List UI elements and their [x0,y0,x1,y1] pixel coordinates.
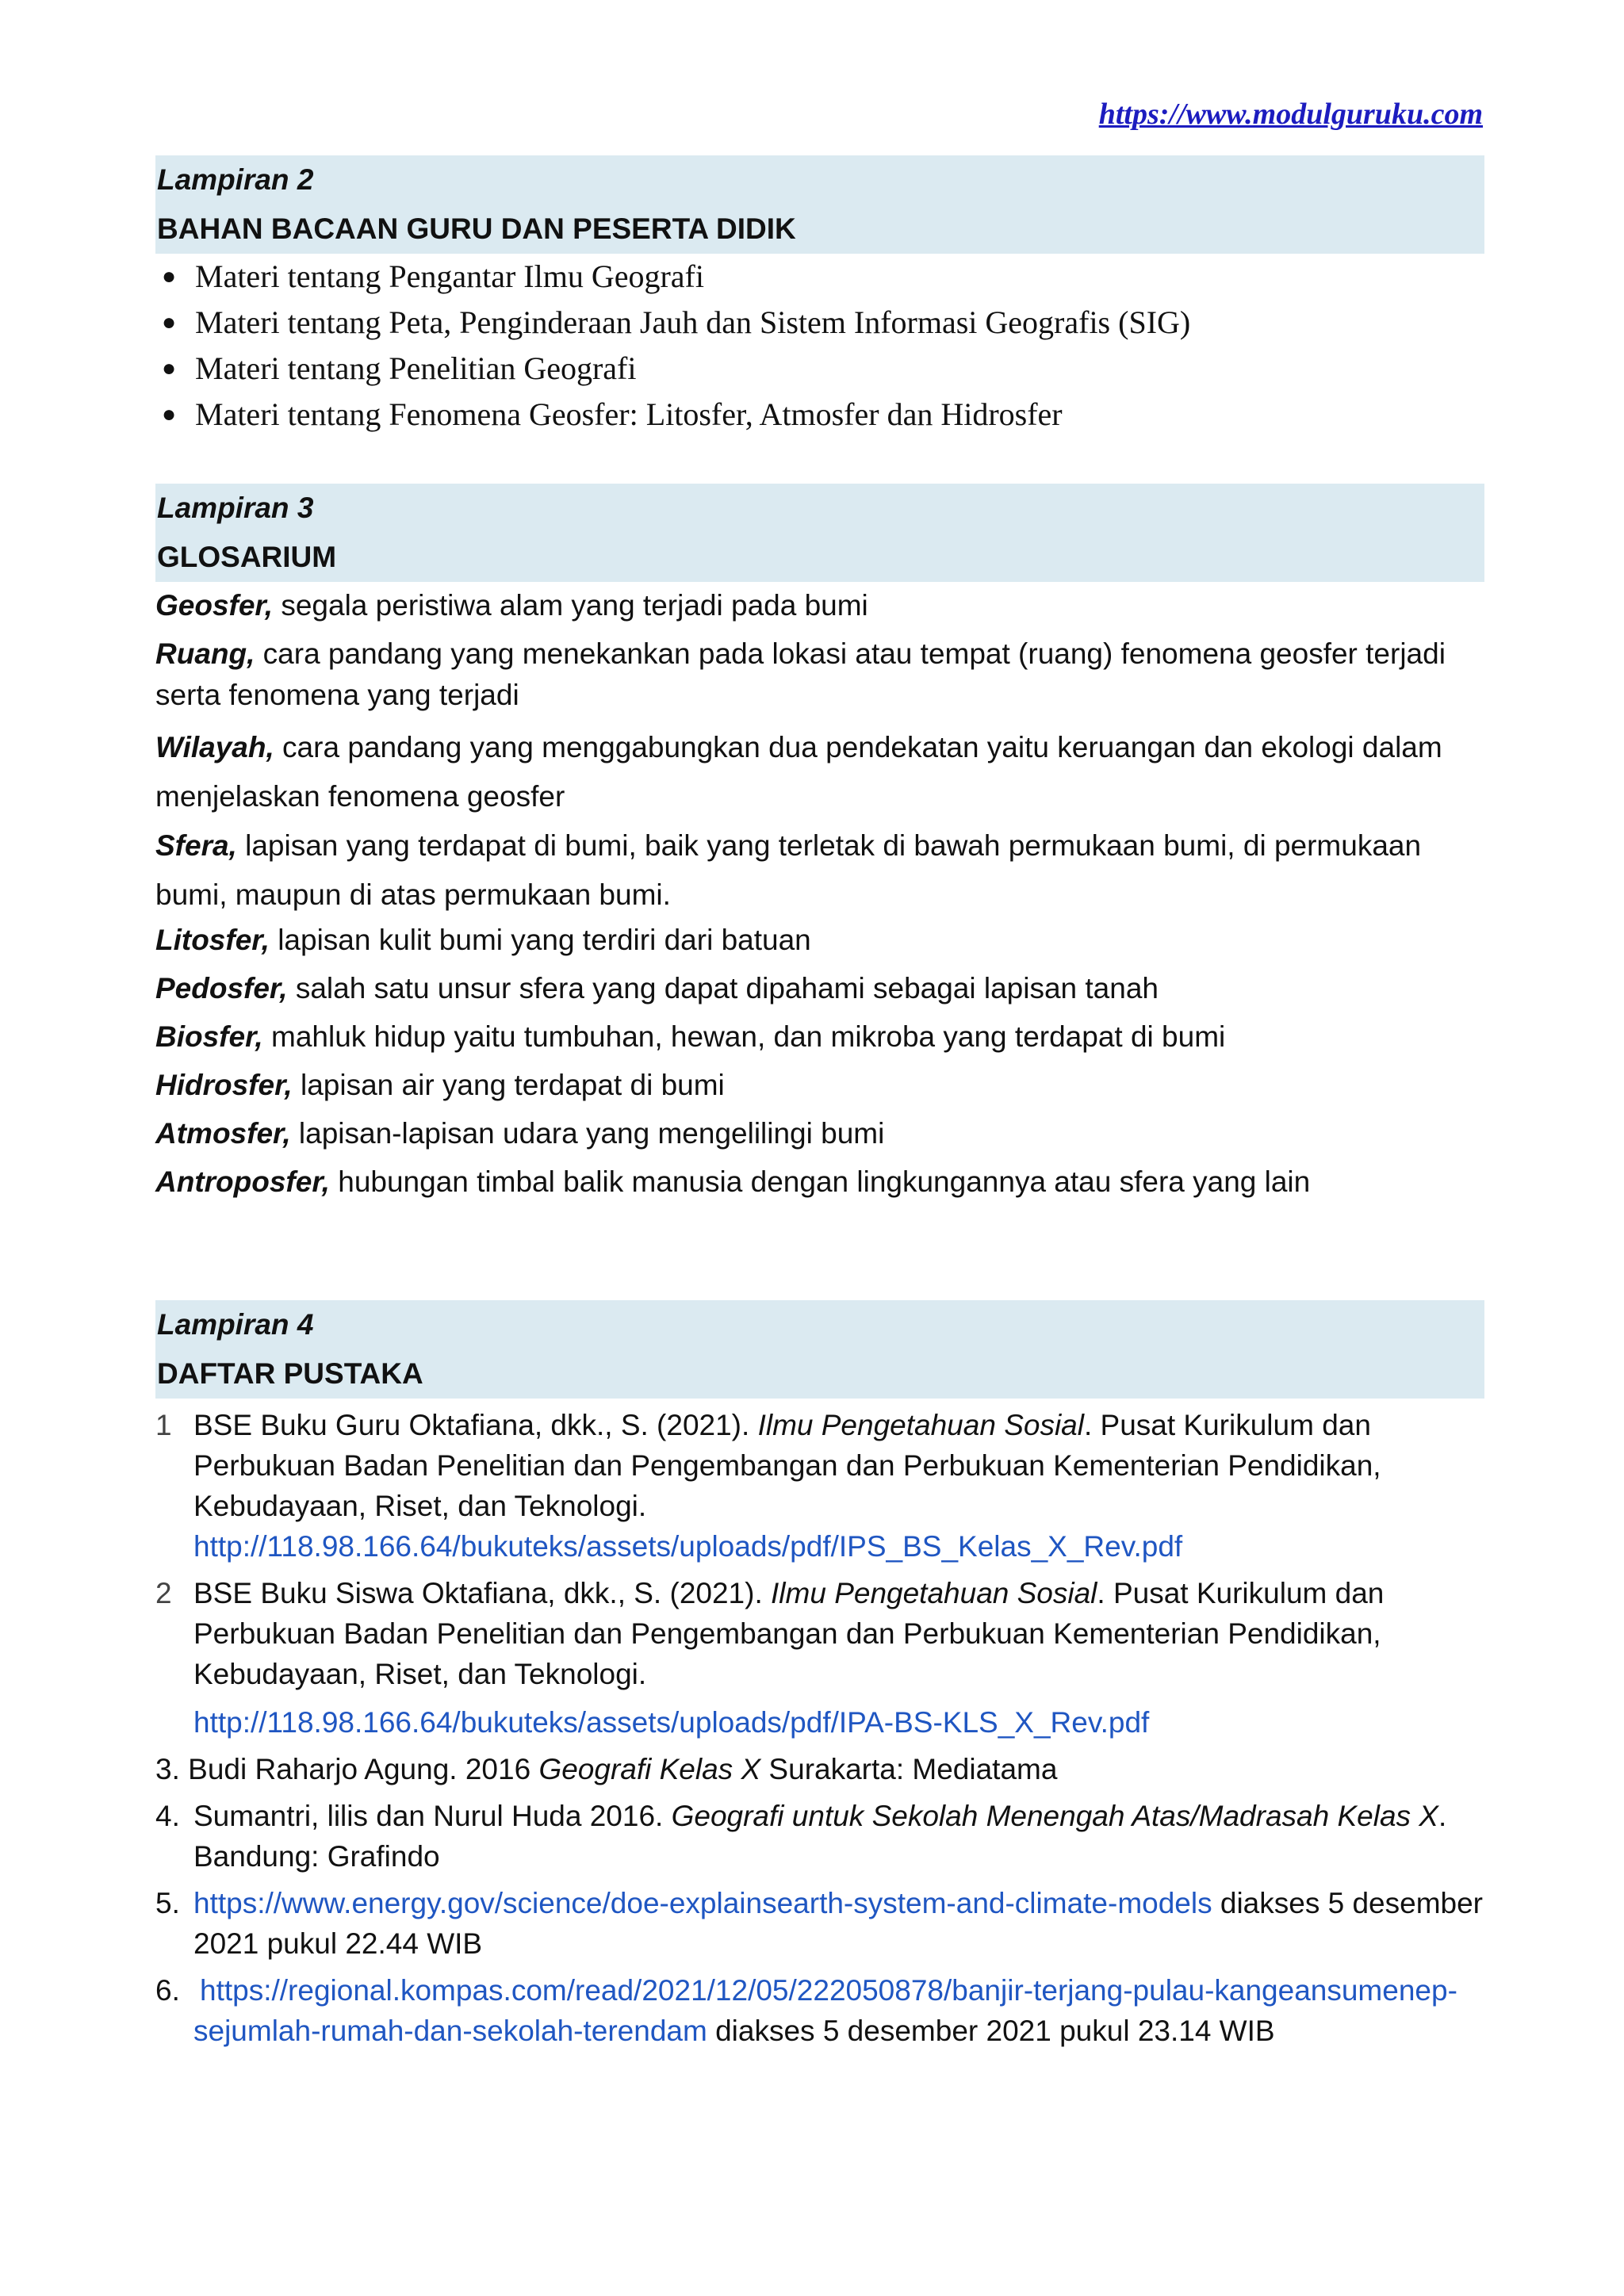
site-link[interactable]: https://www.modulguruku.com [1098,98,1483,131]
glossary-entry: Litosfer, lapisan kulit bumi yang terdiri dari batuan [155,924,811,956]
lampiran-4-section [155,1300,1484,2057]
reference-item: 5. https://www.energy.gov/science/doe-explainsearth-system-and-climate-models diakses 5 desember 2021 pukul 22.44 WIB [155,1887,1483,1960]
reference-item: 3. Budi Raharjo Agung. 2016 Geografi Kelas X Surakarta: Mediatama [155,1753,1058,1785]
reference-item: 1 BSE Buku Guru Oktafiana, dkk., S. (2021). Ilmu Pengetahuan Sosial. Pusat Kurikulum dan Perbukuan Badan Penelitian dan Pengembangan dan Perbukuan Kementerian Pendidikan, Kebudayaan, Riset, dan Teknologi. http://118.98.166.64/bukuteks/assets/uploads/pdf/IPS_BS_Kelas_X_Rev.pdf [155,1409,1381,1563]
bullet-icon: ● [162,401,177,427]
lampiran-4-header [155,1300,1484,1399]
reference-link[interactable]: https://www.energy.gov/science/doe-explainsearth-system-and-climate-models [193,1887,1212,1919]
glossary-entry: Antroposfer, hubungan timbal balik manusia dengan lingkungannya atau sfera yang lain [155,1165,1311,1198]
lampiran-2-section [155,155,1484,438]
glossary-entry: Hidrosfer, lapisan air yang terdapat di bumi [155,1069,725,1101]
bullet-icon: ● [162,355,177,381]
list-item: ● Materi tentang Peta, Penginderaan Jauh dan Sistem Informasi Geografis (SIG) [155,300,1484,346]
lampiran-3-header [155,484,1484,582]
reference-link[interactable]: http://118.98.166.64/bukuteks/assets/uploads/pdf/IPS_BS_Kelas_X_Rev.pdf [193,1530,1183,1563]
lampiran-4-title: DAFTAR PUSTAKA [157,1357,423,1390]
reference-item: 6. https://regional.kompas.com/read/2021/12/05/222050878/banjir-terjang-pulau-kangeansumenep-sejumlah-rumah-dan-sekolah-terendam diakses 5 desember 2021 pukul 23.14 WIB [155,1974,1457,2047]
glossary-entry: Atmosfer, lapisan-lapisan udara yang mengelilingi bumi [155,1117,885,1150]
bullet-icon: ● [162,263,177,289]
reading-materials-list [155,254,1484,438]
lampiran-3-section [155,484,1484,1210]
list-item: ● Materi tentang Penelitian Geografi [155,346,1484,392]
glossary-entry: Sfera, lapisan yang terdapat di bumi, baik yang terletak di bawah permukaan bumi, di permukaan bumi, maupun di atas permukaan bumi. [155,829,1422,911]
lampiran-2-title: BAHAN BACAAN GURU DAN PESERTA DIDIK [157,212,796,245]
lampiran-3-label: Lampiran 3 [157,492,314,524]
bullet-icon: ● [162,309,177,335]
glossary-entry: Ruang, cara pandang yang menekankan pada lokasi atau tempat (ruang) fenomena geosfer terjadi serta fenomena yang terjadi [155,637,1446,711]
lampiran-2-header [155,155,1484,254]
lampiran-3-title: GLOSARIUM [157,541,337,573]
list-item: ● Materi tentang Fenomena Geosfer: Litosfer, Atmosfer dan Hidrosfer [155,392,1484,438]
reference-link[interactable]: https://regional.kompas.com/read/2021/12/05/222050878/banjir-terjang-pulau-kangeansumenep-sejumlah-rumah-dan-sekolah-terendam [193,1974,1457,2047]
glossary-entry: Biosfer, mahluk hidup yaitu tumbuhan, hewan, dan mikroba yang terdapat di bumi [155,1020,1226,1053]
glossary-entry: Pedosfer, salah satu unsur sfera yang dapat dipahami sebagai lapisan tanah [155,972,1159,1004]
reference-item: 2 BSE Buku Siswa Oktafiana, dkk., S. (2021). Ilmu Pengetahuan Sosial. Pusat Kurikulum dan Perbukuan Badan Penelitian dan Pengembangan dan Perbukuan Kementerian Pendidikan, Kebudayaan, Riset, dan Teknologi. http://118.98.166.64/bukuteks/assets/uploads/pdf/IPA-BS-KLS_X_Rev.pdf [155,1573,1484,1743]
lampiran-2-label: Lampiran 2 [157,163,314,196]
reference-item: 4. Sumantri, lilis dan Nurul Huda 2016. Geografi untuk Sekolah Menengah Atas/Madrasah Kelas X. Bandung: Grafindo [155,1800,1447,1873]
lampiran-4-label: Lampiran 4 [157,1308,314,1341]
glossary-entry: Wilayah, cara pandang yang menggabungkan dua pendekatan yaitu keruangan dan ekologi dalam menjelaskan fenomena geosfer [155,731,1442,813]
glossary-entry: Geosfer, segala peristiwa alam yang terjadi pada bumi [155,589,868,622]
list-item: ● Materi tentang Pengantar Ilmu Geografi [155,254,1484,300]
reference-link[interactable]: http://118.98.166.64/bukuteks/assets/uploads/pdf/IPA-BS-KLS_X_Rev.pdf [193,1706,1150,1739]
